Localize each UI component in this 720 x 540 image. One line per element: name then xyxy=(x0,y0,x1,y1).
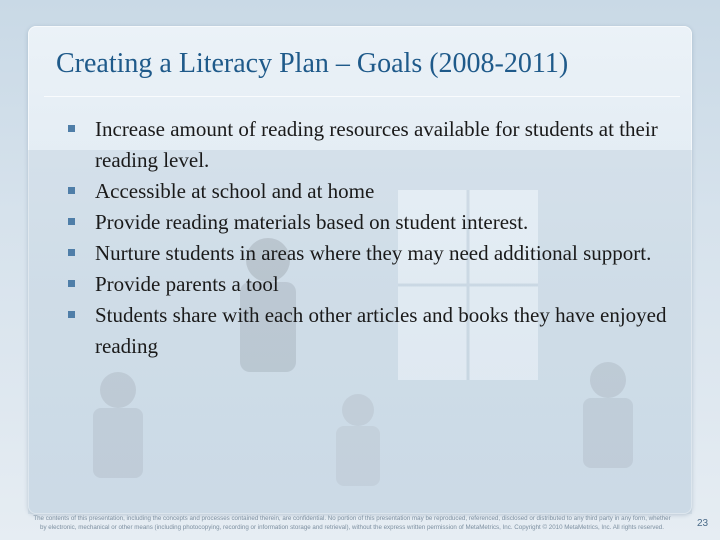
bullet-text: Nurture students in areas where they may need additional support. xyxy=(95,241,652,265)
bullet-item xyxy=(68,238,688,269)
footer-line-1: The contents of this presentation, including the concepts and processes contained therein, are confidential. No portion of this presentation may be reproduced, referenced, disclosed or distributed to any third party in any form, whether xyxy=(33,515,671,522)
bullet-text: Provide parents a tool xyxy=(95,272,279,296)
title-divider xyxy=(44,96,680,97)
square-bullet-icon xyxy=(68,280,75,287)
confidentiality-footer xyxy=(22,514,682,532)
bullet-text: Provide reading materials based on student interest. xyxy=(95,210,529,234)
square-bullet-icon xyxy=(68,125,75,132)
square-bullet-icon xyxy=(68,218,75,225)
bullet-list xyxy=(68,114,688,362)
bullet-item xyxy=(68,176,688,207)
bullet-item xyxy=(68,114,688,176)
square-bullet-icon xyxy=(68,249,75,256)
bullet-text: Accessible at school and at home xyxy=(95,179,375,203)
page-number: 23 xyxy=(697,518,709,529)
square-bullet-icon xyxy=(68,311,75,318)
square-bullet-icon xyxy=(68,187,75,194)
bullet-text: Increase amount of reading resources available for students at their reading level. xyxy=(95,117,658,172)
footer-line-2: by electronic, mechanical or other means (including photocopying, recording or information storage and retrieval), without the express written permission of MetaMetrics, Inc. Copyright © 2010 MetaMetrics, Inc. All rights reserved. xyxy=(40,524,664,531)
bullet-text: Students share with each other articles and books they have enjoyed reading xyxy=(95,303,667,358)
bullet-item xyxy=(68,300,688,362)
bullet-item xyxy=(68,269,688,300)
slide-title: Creating a Literacy Plan – Goals (2008-2011) xyxy=(56,48,569,79)
bullet-item xyxy=(68,207,688,238)
